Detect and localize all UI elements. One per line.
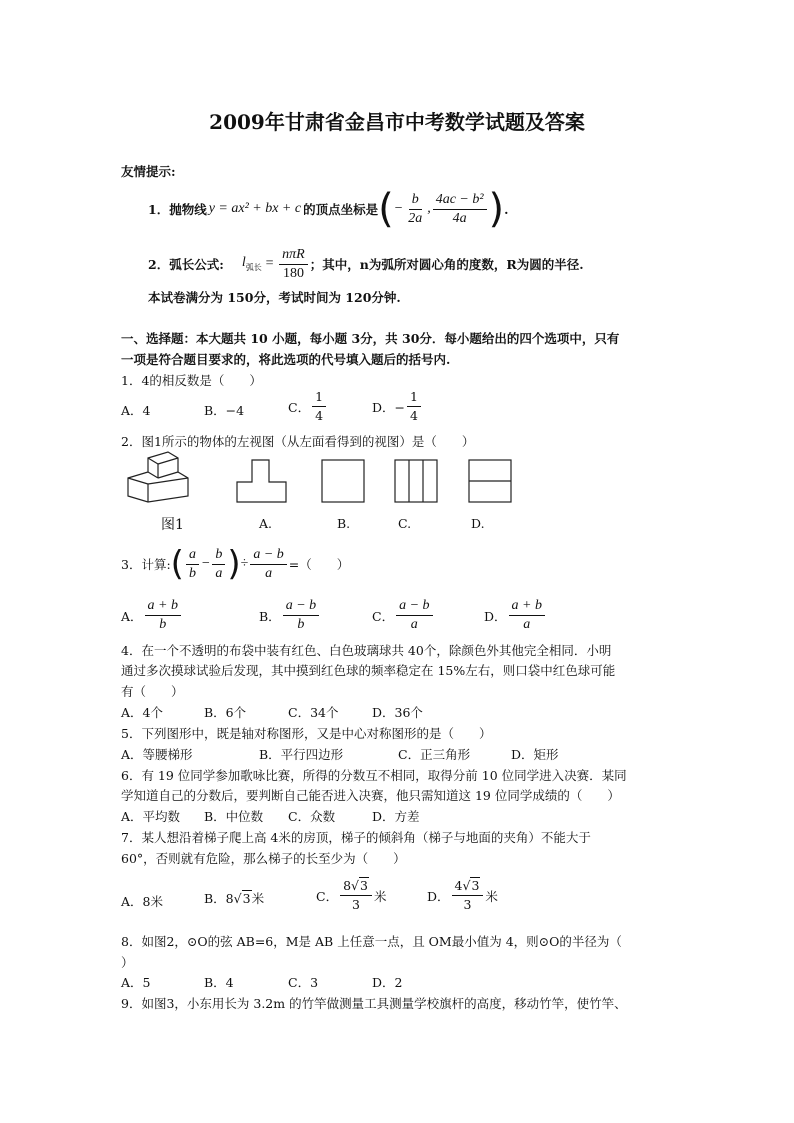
q6-line2: 学知道自己的分数后，要判断自己能否进入决赛，他只需知道这 19 位同学成绩的（ ） (121, 788, 620, 803)
q2-figures (120, 450, 530, 515)
q7-option-b: B．8 √ 3 米 (204, 890, 265, 906)
q5-option-d: D．矩形 (511, 747, 559, 762)
tips-heading: 友情提示: (121, 164, 176, 179)
q5-option-a: A．等腰梯形 (121, 747, 193, 762)
q4-line1: 4．在一个不透明的布袋中装有红色、白色玻璃球共 40个，除颜色外其他完全相同．小明 (121, 643, 612, 658)
option-a-shape (237, 460, 286, 502)
q3-option-c: C． $\frac{a - b}{a}$ (372, 597, 435, 634)
q2-option-d: D. (471, 516, 485, 531)
q7-option-d: D． $\frac{4√3}{3}$ 米 (427, 878, 498, 912)
tip1-frac-1: $\frac{b}{2a}$ (408, 191, 423, 226)
q4-option-c: C．34个 (288, 705, 339, 720)
q5-option-b: B．平行四边形 (259, 747, 344, 762)
q6-line1: 6．有 19 位同学参加歌咏比赛，所得的分数互不相同，取得分前 10 位同学进入决赛．某同 (121, 768, 627, 783)
q8-option-a: A．5 (121, 975, 151, 990)
q8-option-b: B．4 (204, 975, 234, 990)
section1-header-line1: 一、选择题：本大题共 10 小题，每小题 3分，共 30分．每小题给出的四个选项中，只有 (121, 331, 620, 346)
q1-option-d: D．− $\frac{1}{4}$ (372, 388, 423, 425)
tip1-frac-2: $\frac{\text{4ac − b²}}{4a}$ (433, 191, 487, 228)
q6-option-c: C．众数 (288, 809, 336, 824)
tip1-right-paren: ) (488, 186, 505, 232)
q8-line2: ） (121, 955, 134, 970)
tip2-l: $l_{弧长}$ (241, 255, 262, 272)
option-c-shape (395, 460, 437, 502)
section1-header-line2: 一项是符合题目要求的，将此选项的代号填入题后的括号内. (121, 352, 451, 367)
option-b-shape (322, 460, 364, 502)
q4-option-a: A．4个 (121, 705, 163, 720)
tip-1: 1．抛物线 y = ax² + bx + c 的顶点坐标是 ( − $\frac{b}{2a}$ , $\frac{\text{4ac − b²}}{4a}$ ) . (148, 186, 509, 232)
tip-2: 2．弧长公式: $l_{弧长}$ = $\frac{\text{nπR}}{180}$ ；其中，n为弧所对圆心角的度数，R为圆的半径. (148, 246, 584, 281)
q1-stem: 1．4的相反数是（ ） (121, 373, 262, 388)
q6-option-b: B．中位数 (204, 809, 264, 824)
tip1-prefix: 1．抛物线 (148, 202, 207, 217)
q1-option-a: A．4 (121, 403, 151, 418)
q2-stem: 2．图1所示的物体的左视图（从左面看得到的视图）是（ ） (121, 434, 475, 449)
q7-option-c: C． $\frac{8√3}{3}$ 米 (316, 878, 387, 912)
q4-line3: 有（ ） (121, 684, 184, 699)
q5-stem: 5．下列图形中，既是轴对称图形，又是中心对称图形的是（ ） (121, 726, 492, 741)
q2-option-b: B. (337, 516, 351, 531)
q2-option-a: A. (259, 516, 273, 531)
figure-1-solid (128, 452, 188, 502)
tip1-formula: y = ax² + bx + c (208, 201, 302, 216)
q4-option-b: B．6个 (204, 705, 247, 720)
tip2-suffix: ；其中，n为弧所对圆心角的度数，R为圆的半径. (309, 257, 584, 272)
q3-option-d: D． $\frac{a + b}{a}$ (484, 597, 547, 634)
figure-1-label: 图1 (161, 517, 184, 533)
q2-option-c: C. (398, 516, 412, 531)
q3-option-b: B． $\frac{a - b}{b}$ (259, 597, 321, 634)
tip2-prefix: 2．弧长公式: (148, 257, 224, 272)
q6-option-d: D．方差 (372, 809, 420, 824)
tip1-middle: 的顶点坐标是 (303, 202, 379, 217)
q1-option-b: B．−4 (204, 403, 245, 418)
q8-option-d: D．2 (372, 975, 403, 990)
q1-option-c: C． $\frac{1}{4}$ (288, 388, 328, 425)
q8-option-c: C．3 (288, 975, 319, 990)
option-d-shape (469, 460, 511, 502)
q3-stem: 3．计算: ( $\frac{a}{b}$ − $\frac{b}{a}$ ) ÷ $\frac{a - b}{a}$ =（ ） (121, 544, 350, 584)
q3-option-a: A． $\frac{a + b}{b}$ (121, 597, 183, 634)
q7-option-a: A．8米 (121, 894, 163, 909)
q7-line1: 7．某人想沿着梯子爬上高 4米的房顶，梯子的倾斜角（梯子与地面的夹角）不能大于 (121, 830, 591, 845)
full-marks-note: 本试卷满分为 150分，考试时间为 120分钟. (148, 290, 401, 305)
q6-option-a: A．平均数 (121, 809, 181, 824)
tip1-left-paren: ( (378, 186, 394, 232)
page-title: 2009年甘肃省金昌市中考数学试题及答案 (209, 110, 585, 134)
q4-line2: 通过多次摸球试验后发现，其中摸到红色球的频率稳定在 15%左右，则口袋中红色球可能 (121, 663, 616, 678)
q8-line1: 8．如图2，⊙O的弦 AB=6，M是 AB 上任意一点，且 OM最小值为 4，则⊙O的半径为（ (121, 934, 622, 949)
q5-option-c: C．正三角形 (398, 747, 471, 762)
q7-line2: 60°，否则就有危险，那么梯子的长至少为（ ） (121, 851, 406, 866)
q4-option-d: D．36个 (372, 705, 423, 720)
tip2-frac: $\frac{\text{nπR}}{180}$ (279, 246, 308, 283)
q9-line1: 9．如图3，小东用长为 3.2m 的竹竿做测量工具测量学校旗杆的高度，移动竹竿，使竹竿、 (121, 996, 627, 1011)
